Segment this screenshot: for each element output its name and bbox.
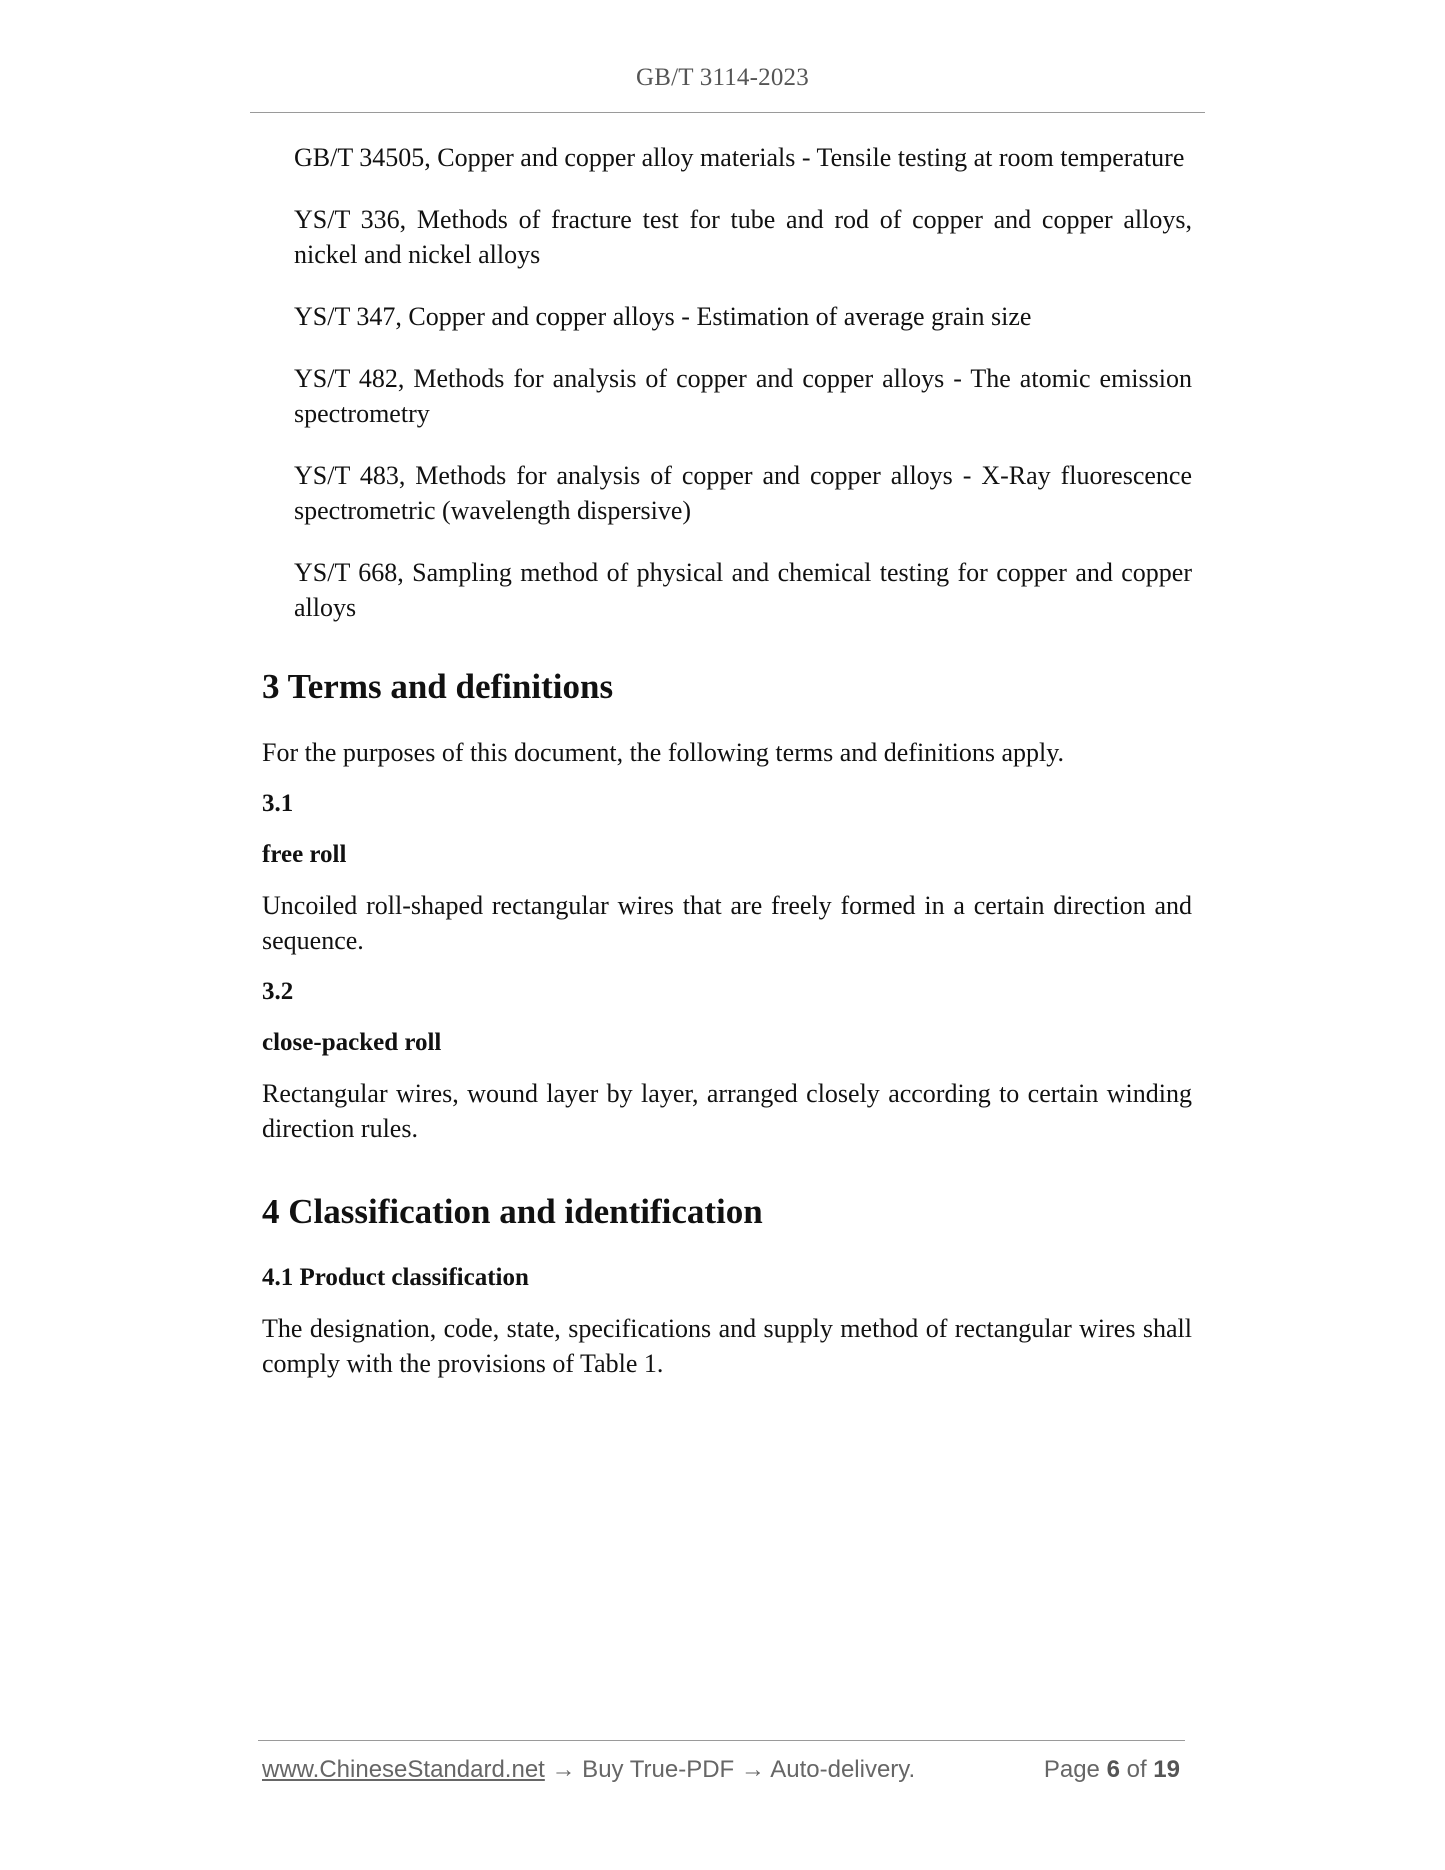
header-doc-code: GB/T 3114-2023 [636,64,809,91]
footer-divider [258,1740,1185,1741]
page-content [262,140,1192,1381]
page-of-label: of [1126,1756,1147,1783]
term-3-2-definition: Rectangular wires, wound layer by layer, arranged closely according to certain winding direction rules. [262,1079,1192,1143]
footer-promo-text: → Buy True-PDF → Auto-delivery. [544,1756,916,1783]
term-3-1-name: free roll [262,841,347,868]
normative-references-list [262,140,1192,625]
section-3-intro: For the purposes of this document, the following terms and definitions apply. [262,738,1065,767]
term-3-2-name: close-packed roll [262,1029,442,1056]
page-label: Page [1043,1756,1100,1783]
section-3-heading: 3 Terms and definitions [262,667,614,706]
reference-item: YS/T 347, Copper and copper alloys - Estimation of average grain size [294,302,1032,331]
term-3-2-number: 3.2 [262,978,294,1005]
reference-item: YS/T 336, Methods of fracture test for tube and rod of copper and copper alloys, nickel and nickel alloys [294,205,1192,269]
page-current: 6 [1106,1756,1120,1783]
footer-site-link[interactable]: www.ChineseStandard.net [262,1756,545,1783]
reference-item: YS/T 482, Methods for analysis of copper and copper alloys - The atomic emission spectrometry [294,364,1192,428]
subsection-4-1-heading: 4.1 Product classification [262,1264,529,1291]
term-3-1-number: 3.1 [262,790,294,817]
reference-item: GB/T 34505, Copper and copper alloy materials - Tensile testing at room temperature [294,143,1185,172]
reference-item: YS/T 483, Methods for analysis of copper and copper alloys - X-Ray fluorescence spectrometric (wavelength dispersive) [294,461,1192,525]
page-total: 19 [1153,1756,1180,1783]
footer-promo [262,1756,915,1784]
page-indicator [1044,1756,1180,1784]
header-divider [250,112,1205,113]
reference-item: YS/T 668, Sampling method of physical and chemical testing for copper and copper alloys [294,558,1192,622]
term-3-1-definition: Uncoiled roll-shaped rectangular wires that are freely formed in a certain direction and sequence. [262,891,1192,955]
section-4-1-paragraph: The designation, code, state, specifications and supply method of rectangular wires shall comply with the provisions of Table 1. [262,1314,1192,1378]
section-4-heading: 4 Classification and identification [262,1192,763,1231]
page-footer [262,1756,1182,1790]
